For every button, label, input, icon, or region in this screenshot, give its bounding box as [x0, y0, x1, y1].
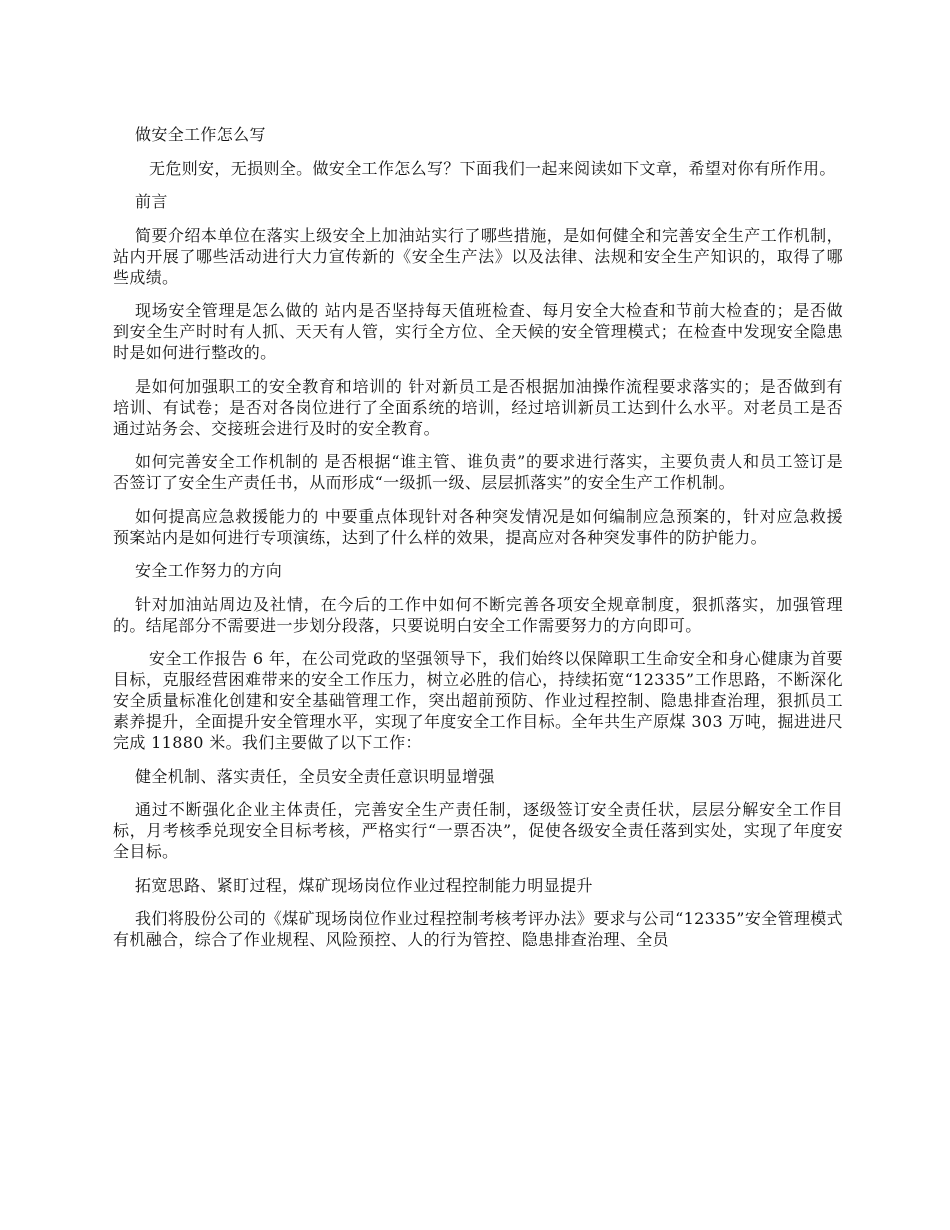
section-heading-direction: 安全工作努力的方向 — [135, 561, 283, 580]
document-title: 做安全工作怎么写 — [135, 125, 266, 144]
paragraph-training: 是如何加强职工的安全教育和培训的 针对新员工是否根据加油操作流程要求落实的；是否做到有培训、有试卷；是否对各岗位进行了全面系统的培训，经过培训新员工达到什么水平。对老员工是否通过站务会、交接班会进行及时的安全教育。 — [113, 376, 843, 438]
paragraph-responsibility: 通过不断强化企业主体责任，完善安全生产责任制，逐级签订安全责任状，层层分解安全工作目标，月考核季兑现安全目标考核，严格实行“一票否决”，促使各级安全责任落到实处，实现了年度安全目标。 — [113, 800, 843, 861]
section-heading-preface: 前言 — [135, 192, 168, 211]
section-heading-process: 拓宽思路、紧盯过程，煤矿现场岗位作业过程控制能力明显提升 — [135, 875, 593, 895]
intro-paragraph: 无危则安，无损则全。做安全工作怎么写？下面我们一起来阅读如下文章，希望对你有所作用。 — [149, 158, 836, 178]
paragraph-report: 安全工作报告 6 年，在公司党政的坚强领导下，我们始终以保障职工生命安全和身心健康为首要目标，克服经营困难带来的安全工作压力，树立必胜的信心，持续拓宽“12335”工作思路，不断深化安全质量标准化创建和安全基础管理工作，突出超前预防、作业过程控制、隐患排查治理，狠抓员工素养提升，全面提升安全管理水平，实现了年度安全工作目标。全年共生产原煤 303 万吨，掘进进尺完成 11880 米。我们主要做了以下工作： — [113, 649, 843, 752]
paragraph-mechanism: 如何完善安全工作机制的 是否根据“谁主管、谁负责”的要求进行落实，主要负责人和员工签订是否签订了安全生产责任书，从而形成“一级抓一级、层层抓落实”的安全生产工作机制。 — [113, 452, 843, 492]
paragraph-emergency: 如何提高应急救援能力的 中要重点体现针对各种突发情况是如何编制应急预案的，针对应急救援预案站内是如何进行专项演练，达到了什么样的效果，提高应对各种突发事件的防护能力。 — [113, 506, 843, 547]
paragraph-direction: 针对加油站周边及社情，在今后的工作中如何不断完善各项安全规章制度，狠抓落实，加强管理的。结尾部分不需要进一步划分段落，只要说明白安全工作需要努力的方向即可。 — [113, 594, 843, 635]
paragraph-site-management: 现场安全管理是怎么做的 站内是否坚持每天值班检查、每月安全大检查和节前大检查的；是否做到安全生产时时有人抓、天天有人管，实行全方位、全天候的安全管理模式；在检查中发现安全隐患时是如何进行整改的。 — [113, 301, 843, 362]
paragraph-process: 我们将股份公司的《煤矿现场岗位作业过程控制考核考评办法》要求与公司“12335”安全管理模式有机融合，综合了作业规程、风险预控、人的行为管控、隐患排查治理、全员 — [113, 909, 843, 949]
paragraph-intro-brief: 简要介绍本单位在落实上级安全上加油站实行了哪些措施，是如何健全和完善安全生产工作机制，站内开展了哪些活动进行大力宣传新的《安全生产法》以及法律、法规和安全生产知识的，取得了哪些成绩。 — [113, 225, 843, 287]
document-body — [113, 124, 843, 963]
section-heading-responsibility: 健全机制、落实责任，全员安全责任意识明显增强 — [135, 766, 495, 786]
